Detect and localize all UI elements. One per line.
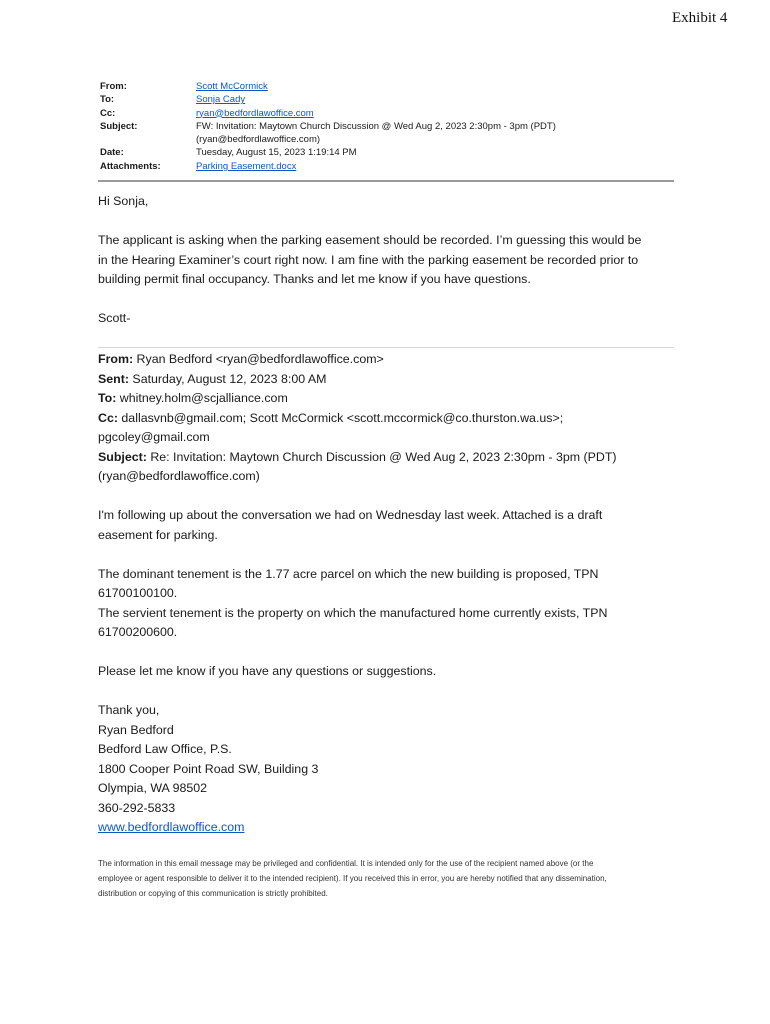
fwd-p1-line-1: I'm following up about the conversation we had on Wednesday last week. Attached is a draft bbox=[98, 508, 603, 522]
sig-line: 360-292-5833 bbox=[98, 800, 176, 815]
date-label: Date: bbox=[100, 147, 124, 159]
reply-line-1: The applicant is asking when the parking easement should be recorded. I’m guessing this would be bbox=[98, 233, 642, 247]
header-cc-row bbox=[100, 107, 576, 120]
fwd-to-value: whitney.holm@scjalliance.com bbox=[116, 391, 288, 405]
greeting: Hi Sonja, bbox=[98, 194, 149, 208]
subject-line-1: FW: Invitation: Maytown Church Discussion @ Wed Aug 2, 2023 2:30pm - 3pm (PDT) bbox=[196, 120, 556, 132]
fwd-p2-line-2: 61700100100. bbox=[98, 586, 178, 600]
attachment-link[interactable]: Parking Easement.docx bbox=[196, 160, 297, 172]
exhibit-label: Exhibit 4 bbox=[672, 10, 728, 26]
subject-label: Subject: bbox=[100, 120, 138, 132]
fwd-from-value: Ryan Bedford <ryan@bedfordlawoffice.com> bbox=[133, 352, 384, 366]
sig-line: Ryan Bedford bbox=[98, 722, 174, 737]
disclaimer-line: employee or agent responsible to deliver it to the intended recipient). If you received this in error, you are hereby notified that any dissemination, bbox=[98, 874, 607, 883]
fwd-sent-label: Sent: bbox=[98, 371, 129, 386]
reply-line-2: in the Hearing Examiner’s court right now. I am fine with the parking easement be recorded prior to bbox=[98, 252, 639, 267]
fwd-cc-label: Cc: bbox=[98, 410, 118, 425]
header-attachments-row bbox=[100, 160, 576, 173]
attachments-label: Attachments: bbox=[100, 160, 161, 172]
fwd-p2-line-3: The servient tenement is the property on which the manufactured home currently exists, TPN bbox=[98, 605, 608, 620]
disclaimer-line: The information in this email message may be privileged and confidential. It is intended only for the use of the recipient named above (or the bbox=[98, 859, 594, 868]
cc-link[interactable]: ryan@bedfordlawoffice.com bbox=[196, 107, 314, 119]
fwd-sent bbox=[98, 370, 688, 390]
fwd-subject bbox=[98, 448, 688, 468]
header-to-row bbox=[100, 93, 576, 106]
subject-line-2: (ryan@bedfordlawoffice.com) bbox=[196, 134, 321, 146]
cc-label: Cc: bbox=[100, 107, 116, 119]
fwd-subject-line-2: (ryan@bedfordlawoffice.com) bbox=[98, 469, 260, 483]
fwd-to bbox=[98, 389, 688, 409]
sig-line: Olympia, WA 98502 bbox=[98, 781, 208, 795]
email-header bbox=[100, 80, 576, 173]
forward-divider bbox=[98, 347, 674, 348]
website-link[interactable]: www.bedfordlawoffice.com bbox=[98, 820, 245, 834]
forwarded-message bbox=[98, 350, 688, 838]
fwd-cc-value: dallasvnb@gmail.com; Scott McCormick <scott.mccormick@co.thurston.wa.us>; bbox=[117, 410, 564, 425]
fwd-subject-label: Subject: bbox=[98, 449, 147, 464]
header-date-row bbox=[100, 146, 576, 159]
from-label: From: bbox=[100, 81, 127, 92]
confidentiality-disclaimer bbox=[98, 856, 678, 901]
to-label: To: bbox=[100, 94, 115, 106]
fwd-p2-line-1: The dominant tenement is the 1.77 acre parcel on which the new building is proposed, TPN bbox=[98, 566, 599, 581]
from-link[interactable]: Scott McCormick bbox=[196, 81, 268, 92]
to-link[interactable]: Sonja Cady bbox=[196, 94, 246, 106]
sig-line: 1800 Cooper Point Road SW, Building 3 bbox=[98, 761, 319, 776]
reply-line-3: building permit final occupancy. Thanks and let me know if you have questions. bbox=[98, 272, 531, 286]
fwd-p1-line-2: easement for parking. bbox=[98, 527, 218, 542]
disclaimer-line: distribution or copying of this communication is strictly prohibited. bbox=[98, 889, 328, 898]
header-subject-row bbox=[100, 120, 576, 147]
date-value: Tuesday, August 15, 2023 1:19:14 PM bbox=[196, 147, 357, 159]
fwd-cc-line-2: pgcoley@gmail.com bbox=[98, 430, 210, 444]
fwd-from-label: From: bbox=[98, 352, 134, 366]
sig-line: Thank you, bbox=[98, 703, 160, 717]
header-from-row bbox=[100, 80, 576, 93]
signoff: Scott- bbox=[98, 311, 131, 325]
fwd-p3: Please let me know if you have any questions or suggestions. bbox=[98, 664, 437, 678]
fwd-p2-line-4: 61700200600. bbox=[98, 625, 178, 639]
sig-line: Bedford Law Office, P.S. bbox=[98, 742, 232, 756]
fwd-subject-value: Re: Invitation: Maytown Church Discussion @ Wed Aug 2, 2023 2:30pm - 3pm (PDT) bbox=[146, 449, 617, 464]
reply-body bbox=[98, 192, 688, 329]
header-divider bbox=[98, 180, 674, 182]
fwd-sent-value: Saturday, August 12, 2023 8:00 AM bbox=[128, 371, 327, 386]
fwd-from bbox=[98, 350, 688, 370]
fwd-to-label: To: bbox=[98, 391, 117, 405]
fwd-cc bbox=[98, 409, 688, 429]
